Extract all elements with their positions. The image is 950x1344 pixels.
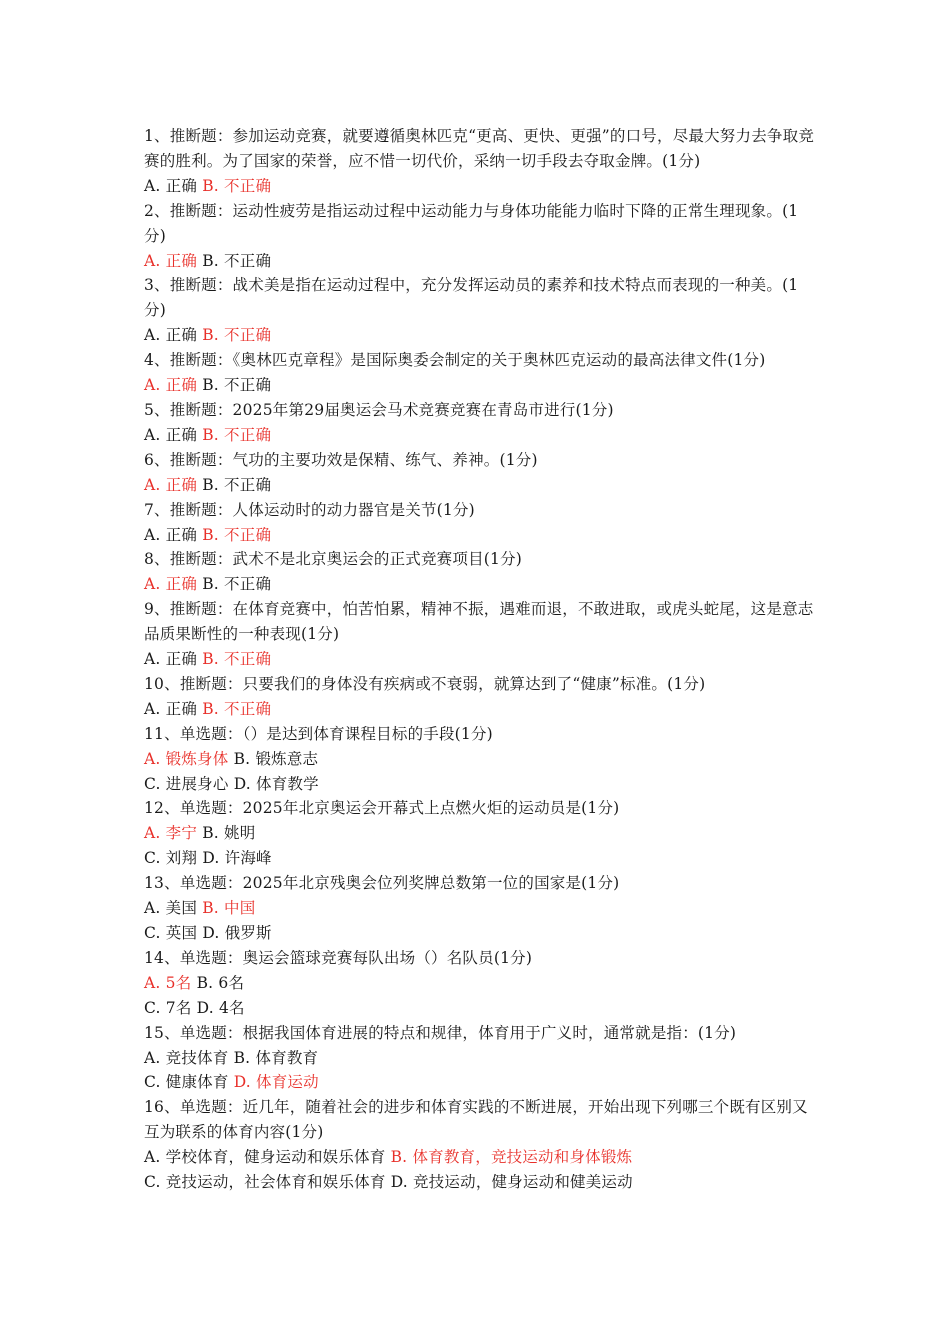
option-row bbox=[144, 647, 814, 672]
answer-option-correct: A. 5名 bbox=[144, 973, 192, 992]
answer-option-correct: B. 不正确 bbox=[202, 650, 272, 669]
option-row bbox=[144, 921, 814, 946]
answer-option-correct: A. 正确 bbox=[144, 251, 198, 270]
answer-option: B. 不正确 bbox=[202, 475, 272, 494]
option-row bbox=[144, 996, 814, 1021]
answer-option: B. 不正确 bbox=[202, 575, 272, 594]
answer-option: A. 竞技体育 bbox=[144, 1048, 229, 1067]
answer-option: A. 美国 bbox=[144, 899, 198, 918]
question-stem: 7、推断题：人体运动时的动力器官是关节(1分) bbox=[144, 500, 475, 519]
answer-option-correct: B. 不正确 bbox=[202, 326, 272, 345]
question-stem: 12、单选题：2025年北京奥运会开幕式上点燃火炬的运动员是(1分) bbox=[144, 799, 620, 818]
answer-option: B. 6名 bbox=[196, 973, 245, 992]
answer-option-correct: A. 正确 bbox=[144, 575, 198, 594]
answer-option: D. 竞技运动，健身运动和健美运动 bbox=[390, 1173, 633, 1192]
answer-option: C. 7名 bbox=[144, 998, 192, 1017]
answer-option: C. 进展身心 bbox=[144, 774, 229, 793]
option-row bbox=[144, 747, 814, 772]
answer-option: C. 英国 bbox=[144, 924, 198, 942]
question-stem: 9、推断题：在体育竞赛中，怕苦怕累，精神不振，遇难而退，不敢进取，或虎头蛇尾，这是意志品质果断性的一种表现(1分) bbox=[144, 600, 814, 644]
question-stem: 10、推断题：只要我们的身体没有疾病或不衰弱，就算达到了“健康”标准。(1分) bbox=[144, 674, 706, 693]
question-stem: 5、推断题：2025年第29届奥运会马术竞赛竞赛在青岛市进行(1分) bbox=[144, 400, 614, 419]
answer-option-correct: B. 不正确 bbox=[202, 425, 272, 444]
question-stem: 1、推断题：参加运动竞赛，就要遵循奥林匹克“更高、更快、更强”的口号，尽最大努力去争取竞赛的胜利。为了国家的荣誉，应不惜一切代价，采纳一切手段去夺取金牌。(1分) bbox=[144, 127, 815, 170]
question-stem: 13、单选题：2025年北京残奥会位列奖牌总数第一位的国家是(1分) bbox=[144, 874, 620, 893]
option-row bbox=[144, 821, 814, 846]
answer-option-correct: B. 不正确 bbox=[202, 176, 272, 195]
question-stem: 3、推断题：战术美是指在运动过程中，充分发挥运动员的素养和技术特点而表现的一种美。(1分) bbox=[144, 276, 799, 320]
question-stem: 2、推断题：运动性疲劳是指运动过程中运动能力与身体功能能力临时下降的正常生理现象。(1分) bbox=[144, 201, 799, 245]
answer-option: D. 体育教学 bbox=[233, 774, 319, 793]
answer-option: C. 竞技运动，社会体育和娱乐体育 bbox=[144, 1173, 386, 1192]
answer-option: D. 4名 bbox=[196, 998, 245, 1017]
option-row bbox=[144, 373, 814, 398]
option-row bbox=[144, 423, 814, 448]
answer-option-correct: A. 锻炼身体 bbox=[144, 749, 229, 768]
answer-option-correct: A. 正确 bbox=[144, 376, 198, 395]
question-stem: 11、单选题：（）是达到体育课程目标的手段(1分) bbox=[144, 724, 493, 743]
question-stem: 16、单选题：近几年，随着社会的进步和体育实践的不断进展，开始出现下列哪三个既有区别又互为联系的体育内容(1分) bbox=[144, 1098, 808, 1142]
answer-option-correct: A. 李宁 bbox=[144, 824, 198, 843]
answer-option-correct: B. 体育教育，竞技运动和身体锻炼 bbox=[390, 1148, 633, 1167]
answer-option: B. 姚明 bbox=[202, 824, 256, 843]
answer-option: A. 学校体育，健身运动和娱乐体育 bbox=[144, 1148, 386, 1167]
answer-option: A. 正确 bbox=[144, 326, 198, 345]
answer-option: B. 体育教育 bbox=[233, 1048, 319, 1067]
option-row bbox=[144, 1070, 814, 1095]
answer-option-correct: B. 不正确 bbox=[202, 525, 272, 544]
answer-option: D. 许海峰 bbox=[202, 849, 272, 868]
answer-option: C. 健康体育 bbox=[144, 1073, 229, 1092]
answer-option: A. 正确 bbox=[144, 699, 198, 718]
option-row bbox=[144, 896, 814, 921]
option-row bbox=[144, 473, 814, 498]
answer-option: A. 正确 bbox=[144, 650, 198, 669]
option-row bbox=[144, 1046, 814, 1071]
option-row bbox=[144, 572, 814, 597]
question-stem: 14、单选题：奥运会篮球竞赛每队出场（）名队员(1分) bbox=[144, 948, 533, 967]
answer-option: D. 俄罗斯 bbox=[202, 924, 272, 942]
answer-option: C. 刘翔 bbox=[144, 849, 198, 868]
option-row bbox=[144, 1170, 814, 1195]
option-row bbox=[144, 1145, 814, 1170]
option-row bbox=[144, 174, 814, 199]
answer-option: A. 正确 bbox=[144, 425, 198, 444]
answer-option: B. 锻炼意志 bbox=[233, 749, 319, 768]
question-stem: 6、推断题：气功的主要功效是保精、练气、养神。(1分) bbox=[144, 450, 538, 469]
question-stem: 4、推断题：《奥林匹克章程》是国际奥委会制定的关于奥林匹克运动的最高法律文件(1分) bbox=[144, 351, 766, 370]
option-row bbox=[144, 523, 814, 548]
option-row bbox=[144, 971, 814, 996]
answer-option: A. 正确 bbox=[144, 525, 198, 544]
quiz-document bbox=[144, 124, 814, 1195]
answer-option: B. 不正确 bbox=[202, 251, 272, 270]
answer-option: A. 正确 bbox=[144, 176, 198, 195]
question-stem: 8、推断题：武术不是北京奥运会的正式竞赛项目(1分) bbox=[144, 550, 523, 569]
option-row bbox=[144, 772, 814, 797]
answer-option-correct: A. 正确 bbox=[144, 475, 198, 494]
answer-option-correct: D. 体育运动 bbox=[233, 1073, 319, 1092]
answer-option-correct: B. 不正确 bbox=[202, 699, 272, 718]
answer-option: B. 不正确 bbox=[202, 376, 272, 395]
answer-option-correct: B. 中国 bbox=[202, 899, 256, 918]
question-stem: 15、单选题：根据我国体育进展的特点和规律，体育用于广义时，通常就是指：(1分) bbox=[144, 1023, 737, 1042]
option-row bbox=[144, 697, 814, 722]
option-row bbox=[144, 846, 814, 871]
option-row bbox=[144, 323, 814, 348]
option-row bbox=[144, 249, 814, 274]
